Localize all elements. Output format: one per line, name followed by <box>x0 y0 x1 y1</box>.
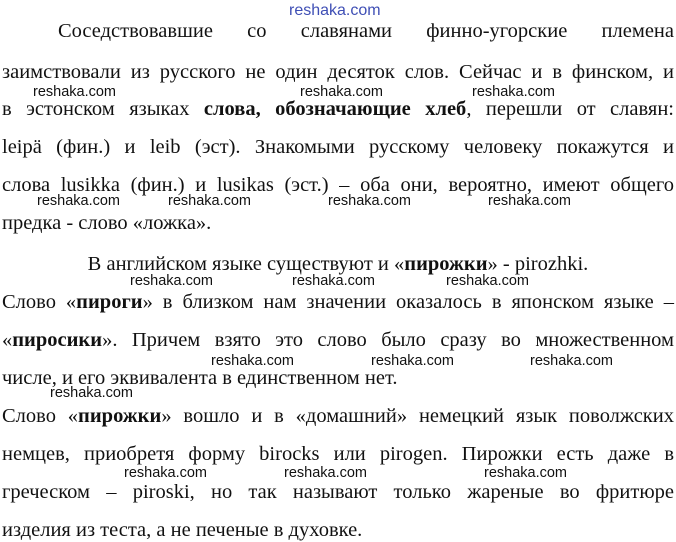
bold-phrase: слова, обозначающие хлеб <box>203 98 467 120</box>
text-line <box>2 480 674 504</box>
text-line <box>2 173 674 197</box>
watermark: reshaka.com <box>292 273 376 289</box>
text-span: в эстонском языках <box>2 98 204 120</box>
watermark: reshaka.com <box>33 84 117 100</box>
text-span: , перешли от славян: <box>466 98 674 120</box>
bold-word: пирожки <box>78 405 162 427</box>
text-line <box>2 135 674 159</box>
text-span: слова lusikka (фин.) и lusikas (эст.) – оба они, вероятно, имеют общего <box>2 174 674 196</box>
text-span: » - pirozhki. <box>487 253 589 275</box>
text-line <box>2 211 674 235</box>
watermark: reshaka.com <box>472 84 556 100</box>
watermark: reshaka.com <box>130 273 214 289</box>
text-span: числе, и его эквивалента в единственном нет. <box>2 367 398 389</box>
watermark: reshaka.com <box>50 385 134 401</box>
watermark-top: reshaka.com <box>289 2 381 19</box>
text-span: предка - слово «ложка». <box>2 212 212 234</box>
watermark: reshaka.com <box>37 193 121 209</box>
watermark: reshaka.com <box>211 353 295 369</box>
watermark: reshaka.com <box>530 353 614 369</box>
watermark: reshaka.com <box>284 465 368 481</box>
text-line <box>2 518 674 542</box>
text-line <box>2 97 674 121</box>
text-line <box>2 290 674 314</box>
watermark: reshaka.com <box>446 273 530 289</box>
text-line <box>2 252 674 276</box>
watermark: reshaka.com <box>371 353 455 369</box>
watermark: reshaka.com <box>300 84 384 100</box>
watermark: reshaka.com <box>488 193 572 209</box>
text-span: Слово « <box>2 405 79 427</box>
text-line <box>2 19 674 43</box>
text-span: Соседствовавшие со славянами финно-угорские племена <box>58 20 674 42</box>
text-line <box>2 60 674 84</box>
text-span: В английском языке существуют и « <box>87 253 405 275</box>
watermark: reshaka.com <box>168 193 252 209</box>
text-line <box>2 366 674 390</box>
text-span: изделия из теста, а не печеные в духовке. <box>2 519 363 541</box>
text-line <box>2 404 674 428</box>
text-line <box>2 442 674 466</box>
watermark: reshaka.com <box>124 465 208 481</box>
watermark: reshaka.com <box>328 193 412 209</box>
text-span: немцев, приобретя форму birocks или pirogen. Пирожки есть даже в <box>2 443 674 465</box>
bold-word: пиросики <box>12 329 103 351</box>
text-span: ». Причем взято это слово было сразу во множественном <box>102 329 674 351</box>
bold-word: пирожки <box>404 253 488 275</box>
bold-word: пироги <box>76 291 143 313</box>
text-span: leipä (фин.) и leib (эст). Знакомыми русскому человеку покажутся и <box>2 136 674 158</box>
text-span: греческом – piroski, но так называют только жареные во фритюре <box>2 481 674 503</box>
watermark: reshaka.com <box>484 465 568 481</box>
text-span: « <box>2 329 13 351</box>
text-span: заимствовали из русского не один десяток слов. Сейчас и в финском, и <box>2 61 674 83</box>
text-span: Слово « <box>2 291 77 313</box>
text-line <box>2 328 674 352</box>
text-span: » в близком нам значении оказалось в японском языке – <box>142 291 674 313</box>
text-span: » вошло и в «домашний» немецкий язык поволжских <box>161 405 674 427</box>
